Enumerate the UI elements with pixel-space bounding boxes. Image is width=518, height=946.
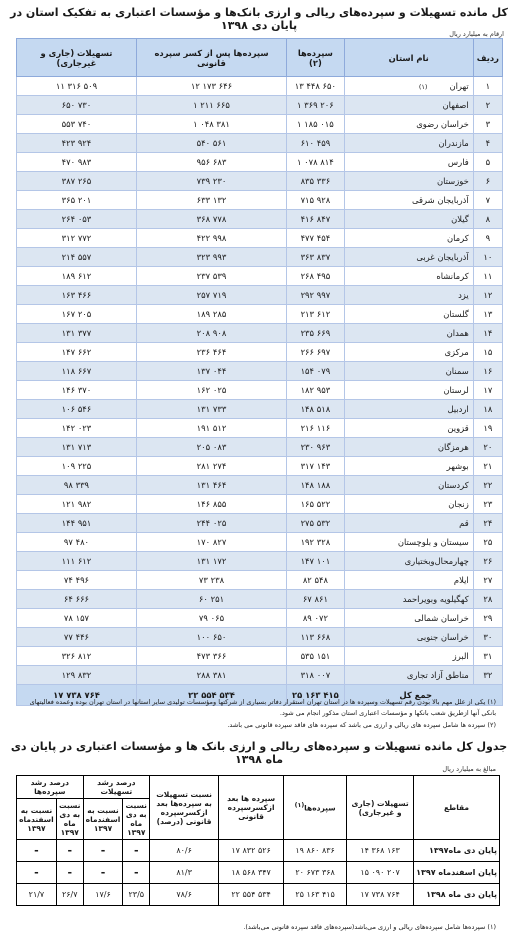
deposits-cell: ۵۳۵ ۱۵۱ — [287, 647, 345, 666]
province-table-header — [17, 39, 503, 77]
period-cell: پایان دی ماه ۱۳۹۸ — [414, 884, 500, 906]
table-row — [17, 419, 503, 438]
province-name — [344, 571, 473, 590]
net-deposits-cell: ۳۲۳ ۹۹۳ — [136, 248, 286, 267]
province-name — [344, 533, 473, 552]
table-row — [17, 134, 503, 153]
deposits-cell: ۳۱۷ ۱۴۳ — [287, 457, 345, 476]
header-net-deposits: سپرده‌ها پس از کسر سپرده قانونی — [136, 39, 286, 77]
deposits-cell: ۱۴۸ ۵۱۸ — [287, 400, 345, 419]
deposits-cell: ۶۷ ۸۶۱ — [287, 590, 345, 609]
loans-cell: ۳۱۲ ۷۷۲ — [17, 229, 137, 248]
province-name — [344, 400, 473, 419]
table-row — [17, 476, 503, 495]
row-number: ۶ — [473, 172, 502, 191]
loans-cell: ۳۶۵ ۲۰۱ — [17, 191, 137, 210]
header-summary-loans: تسهیلات (جاری و غیرجاری) — [347, 776, 414, 840]
province-name-text: مازندران — [438, 138, 469, 148]
province-name — [344, 172, 473, 191]
net-deposits-cell: ۱۳۱ ۱۷۲ — [136, 552, 286, 571]
deposits-cell: ۳۱۸ ۰۰۷ — [287, 666, 345, 685]
loan-growth-dey-cell: - — [123, 840, 150, 862]
deposits-cell: ۱۸۲ ۹۵۳ — [287, 381, 345, 400]
province-name — [344, 153, 473, 172]
loan-growth-esfand-cell: - — [83, 840, 123, 862]
row-number: ۲۶ — [473, 552, 502, 571]
deposits-cell: ۴۱۶ ۸۴۷ — [287, 210, 345, 229]
province-name — [344, 476, 473, 495]
table-row — [17, 381, 503, 400]
net-deposits-cell: ۷۳۹ ۲۳۰ — [136, 172, 286, 191]
province-name-text: اصفهان — [442, 100, 469, 110]
table-row — [17, 647, 503, 666]
net-deposits-cell: ۱ ۲۱۱ ۶۶۵ — [136, 96, 286, 115]
net-deposits-cell: ۱۷۰ ۸۲۷ — [136, 533, 286, 552]
deposits-cell: ۲۳۰ ۹۶۳ — [287, 438, 345, 457]
loans-cell: ۱۸۹ ۶۱۲ — [17, 267, 137, 286]
total-label: جمع کل — [344, 685, 502, 706]
deposits-cell: ۱۳ ۴۴۸ ۶۵۰ — [287, 77, 345, 96]
loan-growth-dey-cell: - — [123, 862, 150, 884]
deposits-cell: ۱ ۳۶۹ ۲۰۶ — [287, 96, 345, 115]
row-number: ۲۱ — [473, 457, 502, 476]
loans-cell: ۷۸ ۱۵۷ — [17, 609, 137, 628]
net-deposits-cell: ۱۳۱ ۴۶۴ — [136, 476, 286, 495]
row-number: ۲۳ — [473, 495, 502, 514]
province-name-text: ایلام — [453, 575, 469, 585]
table-row — [17, 609, 503, 628]
province-name — [344, 590, 473, 609]
province-name-text: گیلان — [451, 214, 469, 224]
table-row — [17, 628, 503, 647]
summary-deposits-cell: ۱۹ ۸۶۰ ۸۳۶ — [284, 840, 347, 862]
province-name — [344, 77, 473, 96]
row-number: ۲۴ — [473, 514, 502, 533]
province-name-text: لرستان — [443, 385, 469, 395]
table-row — [17, 77, 503, 96]
province-name — [344, 628, 473, 647]
summary-table-body — [17, 840, 500, 906]
loans-cell: ۱۴۴ ۹۵۱ — [17, 514, 137, 533]
deposits-cell: ۲۱۳ ۶۱۲ — [287, 305, 345, 324]
province-name-text: کهگیلویه وبویراحمد — [402, 594, 469, 604]
province-table-body — [17, 77, 503, 706]
summary-loans-cell: ۱۷ ۷۳۸ ۷۶۴ — [347, 884, 414, 906]
summary-net-deposits-cell: ۲۲ ۵۵۴ ۵۳۴ — [219, 884, 284, 906]
table-row — [17, 324, 503, 343]
total-loans: ۱۷ ۷۳۸ ۷۶۴ — [17, 685, 137, 706]
net-deposits-cell: ۲۸۸ ۳۸۱ — [136, 666, 286, 685]
loan-growth-dey-cell: ۲۳/۵ — [123, 884, 150, 906]
summary-deposits-cell: ۲۰ ۶۷۳ ۳۶۸ — [284, 862, 347, 884]
row-number: ۱۸ — [473, 400, 502, 419]
page-title: کل مانده تسهیلات و سپرده‌های ریالی و ارزی بانک‌ها و مؤسسات اعتباری به تفکیک استان در پایان دی ۱۳۹۸ — [10, 6, 508, 32]
net-deposits-cell: ۱۸۹ ۲۸۵ — [136, 305, 286, 324]
deposits-cell: ۱۴۷ ۱۰۱ — [287, 552, 345, 571]
table-row — [17, 514, 503, 533]
province-name-text: کرمانشاه — [436, 271, 469, 281]
row-number: ۳ — [473, 115, 502, 134]
province-name-text: مناطق آزاد تجاری — [406, 670, 469, 680]
province-name — [344, 609, 473, 628]
row-number: ۲۷ — [473, 571, 502, 590]
deposits-cell: ۸۹ ۰۷۲ — [287, 609, 345, 628]
table-row — [17, 248, 503, 267]
net-deposits-cell: ۵۴۰ ۵۶۱ — [136, 134, 286, 153]
loans-cell: ۱۴۲ ۰۲۳ — [17, 419, 137, 438]
loans-cell: ۱۳۱ ۷۱۳ — [17, 438, 137, 457]
deposits-cell: ۲۶۶ ۶۹۷ — [287, 343, 345, 362]
summary-row — [17, 862, 500, 884]
loans-cell: ۴۷۰ ۹۸۳ — [17, 153, 137, 172]
province-name — [344, 134, 473, 153]
row-number: ۳۱ — [473, 647, 502, 666]
deposits-cell: ۱۹۲ ۳۲۸ — [287, 533, 345, 552]
row-number: ۷ — [473, 191, 502, 210]
ratio-cell: ۸۰/۶ — [150, 840, 219, 862]
summary-net-deposits-cell: ۱۸ ۵۶۸ ۳۴۷ — [219, 862, 284, 884]
row-number: ۸ — [473, 210, 502, 229]
net-deposits-cell: ۲۴۴ ۰۲۵ — [136, 514, 286, 533]
province-name-text: مرکزی — [444, 347, 469, 357]
table-row — [17, 286, 503, 305]
table-row — [17, 343, 503, 362]
province-name-text: هرمزگان — [437, 442, 469, 452]
summary-loans-cell: ۱۵ ۰۹۰ ۲۰۷ — [347, 862, 414, 884]
province-name-text: گلستان — [443, 309, 469, 319]
province-name — [344, 552, 473, 571]
deposits-cell: ۳۶۳ ۸۳۷ — [287, 248, 345, 267]
loan-growth-esfand-cell: ۱۷/۶ — [83, 884, 123, 906]
loans-cell: ۳۲۶ ۸۱۲ — [17, 647, 137, 666]
net-deposits-cell: ۱۹۱ ۵۱۲ — [136, 419, 286, 438]
province-name-text: آذربایجان غربی — [416, 252, 469, 262]
row-number: ۲۸ — [473, 590, 502, 609]
deposit-growth-dey-cell: - — [56, 862, 83, 884]
net-deposits-cell: ۲۳۶ ۴۶۴ — [136, 343, 286, 362]
table-row — [17, 153, 503, 172]
deposits-cell: ۲۳۵ ۶۶۹ — [287, 324, 345, 343]
province-table — [16, 38, 503, 706]
row-number: ۵ — [473, 153, 502, 172]
table-row — [17, 438, 503, 457]
deposits-cell: ۱۴۸ ۱۸۸ — [287, 476, 345, 495]
deposits-cell: ۲۷۵ ۵۳۲ — [287, 514, 345, 533]
footnote-2: (۲) سپرده ها شامل سپرده های ریالی و ارزی می باشد که سپرده های فاقد سپرده قانونی می باشد. — [227, 721, 496, 729]
loans-cell: ۶۴ ۶۶۶ — [17, 590, 137, 609]
net-deposits-cell: ۲۰۵ ۰۸۳ — [136, 438, 286, 457]
province-name-text: چهارمحال‌وبختیاری — [404, 556, 469, 566]
loans-cell: ۲۱۴ ۵۵۷ — [17, 248, 137, 267]
row-number: ۳۲ — [473, 666, 502, 685]
row-number: ۲۰ — [473, 438, 502, 457]
net-deposits-cell: ۶۳۳ ۱۳۲ — [136, 191, 286, 210]
summary-net-deposits-cell: ۱۷ ۸۳۲ ۵۲۶ — [219, 840, 284, 862]
net-deposits-cell: ۶۰ ۲۵۱ — [136, 590, 286, 609]
deposits-cell: ۲۱۶ ۱۱۶ — [287, 419, 345, 438]
province-name-text: بوشهر — [446, 461, 469, 471]
loans-cell: ۷۴ ۴۹۶ — [17, 571, 137, 590]
province-name — [344, 647, 473, 666]
deposits-cell: ۴۷۷ ۴۵۴ — [287, 229, 345, 248]
table-row — [17, 533, 503, 552]
table-row — [17, 457, 503, 476]
deposit-growth-esfand-cell: - — [17, 862, 57, 884]
loans-cell: ۱۰۶ ۵۴۶ — [17, 400, 137, 419]
province-name — [344, 666, 473, 685]
table-row — [17, 362, 503, 381]
row-number: ۲۲ — [473, 476, 502, 495]
row-number: ۱۹ — [473, 419, 502, 438]
deposits-cell: ۱۵۴ ۰۷۹ — [287, 362, 345, 381]
net-deposits-cell: ۹۵۶ ۶۸۳ — [136, 153, 286, 172]
province-name — [344, 362, 473, 381]
loan-growth-esfand-cell: - — [83, 862, 123, 884]
summary-deposits-cell: ۲۵ ۱۶۳ ۴۱۵ — [284, 884, 347, 906]
province-name-text: خراسان شمالی — [414, 613, 469, 623]
table-row — [17, 571, 503, 590]
row-number: ۴ — [473, 134, 502, 153]
net-deposits-cell: ۷۹ ۰۶۵ — [136, 609, 286, 628]
province-name-text: خراسان جنوبی — [416, 632, 469, 642]
province-name — [344, 514, 473, 533]
table-row — [17, 666, 503, 685]
loans-cell: ۱۶۳ ۴۶۶ — [17, 286, 137, 305]
loans-cell: ۱۶۷ ۲۰۵ — [17, 305, 137, 324]
province-name — [344, 305, 473, 324]
row-number: ۱۱ — [473, 267, 502, 286]
province-name-text: زنجان — [448, 499, 469, 509]
net-deposits-cell: ۴۷۳ ۳۶۶ — [136, 647, 286, 666]
deposit-growth-dey-cell: - — [56, 840, 83, 862]
row-number: ۲۹ — [473, 609, 502, 628]
net-deposits-cell: ۲۰۸ ۹۰۸ — [136, 324, 286, 343]
deposits-cell: ۲۶۸ ۴۹۵ — [287, 267, 345, 286]
table-row — [17, 267, 503, 286]
net-deposits-cell: ۱۶۲ ۰۲۵ — [136, 381, 286, 400]
deposits-cell: ۶۱۰ ۴۵۹ — [287, 134, 345, 153]
footnote-1: (۱) یکی از علل مهم بالا بودن رقم تسهیلات وسپرده ها در استان تهران استقرار دفاتر بسیاری از شرکتها ومؤسسات تولیدی سایر استانها در استان تهران بوده وعمده فعالیتهای بانکی آنها ازطریق شعب بانکها و مؤسسات اعتباری استان مذکور انجام می شود. — [29, 698, 496, 717]
province-name — [344, 438, 473, 457]
loans-cell: ۱۱۸ ۶۶۷ — [17, 362, 137, 381]
total-net-deposits: ۲۲ ۵۵۴ ۵۳۴ — [136, 685, 286, 706]
province-name — [344, 115, 473, 134]
loans-cell: ۱۰۹ ۲۲۵ — [17, 457, 137, 476]
row-number: ۱ — [473, 77, 502, 96]
deposits-cell: ۷۱۵ ۹۲۸ — [287, 191, 345, 210]
deposits-cell: ۸۳۵ ۳۳۶ — [287, 172, 345, 191]
period-cell: پایان اسفندماه ۱۳۹۷ — [414, 862, 500, 884]
province-name — [344, 96, 473, 115]
province-name-text: قزوین — [447, 423, 469, 433]
province-name-text: فارس — [447, 157, 469, 167]
summary-table — [16, 775, 500, 906]
table-row — [17, 210, 503, 229]
province-name-text: کرمان — [446, 233, 469, 243]
province-name-text: کردستان — [438, 480, 469, 490]
deposits-cell: ۱ ۰۷۸ ۸۱۴ — [287, 153, 345, 172]
province-name-text: آذربایجان شرقی — [412, 195, 469, 205]
loans-cell: ۶۵۰ ۷۳۰ — [17, 96, 137, 115]
header-loan-growth-vs-esfand: نسبت به اسفندماه ۱۳۹۷ — [83, 799, 123, 840]
net-deposits-cell: ۱۳۷ ۰۴۴ — [136, 362, 286, 381]
province-name-text: سیستان و بلوچستان — [397, 537, 469, 547]
ratio-cell: ۸۱/۳ — [150, 862, 219, 884]
row-number: ۹ — [473, 229, 502, 248]
province-name-text: اردبیل — [447, 404, 469, 414]
province-name — [344, 210, 473, 229]
province-name — [344, 381, 473, 400]
deposit-growth-esfand-cell: ۲۱/۷ — [17, 884, 57, 906]
header-deposit-growth: درصد رشد سپرده‌ها — [17, 776, 84, 799]
table-row — [17, 552, 503, 571]
header-row-number: ردیف — [473, 39, 502, 77]
row-number: ۱۶ — [473, 362, 502, 381]
row-number: ۱۴ — [473, 324, 502, 343]
province-name-text: البرز — [452, 651, 469, 661]
loans-cell: ۲۶۴ ۰۵۳ — [17, 210, 137, 229]
deposit-growth-dey-cell: ۲۶/۷ — [56, 884, 83, 906]
net-deposits-cell: ۱۴۶ ۸۵۵ — [136, 495, 286, 514]
province-name-text: خراسان رضوی — [416, 119, 469, 129]
loans-cell: ۱۱۱ ۶۱۲ — [17, 552, 137, 571]
net-deposits-cell: ۱۳۱ ۷۳۳ — [136, 400, 286, 419]
table-row — [17, 191, 503, 210]
province-name — [344, 495, 473, 514]
footnote-summary: (۱) سپرده‌ها شامل سپرده‌های ریالی و ارزی می‌باشد(سپرده‌های فاقد سپرده قانونی می‌باشد). — [243, 923, 496, 931]
row-number: ۱۰ — [473, 248, 502, 267]
net-deposits-cell: ۲۳۷ ۵۳۹ — [136, 267, 286, 286]
header-province-name: نام استان — [344, 39, 473, 77]
table-row — [17, 305, 503, 324]
header-summary-net-deposits: سپرده ها بعد ازکسرسپرده قانونی — [219, 776, 284, 840]
province-name-text: سمنان — [445, 366, 469, 376]
row-number: ۱۲ — [473, 286, 502, 305]
ratio-cell: ۷۸/۶ — [150, 884, 219, 906]
net-deposits-cell: ۲۸۱ ۲۷۴ — [136, 457, 286, 476]
net-deposits-cell: ۱۰۰ ۶۵۰ — [136, 628, 286, 647]
province-name — [344, 286, 473, 305]
header-loan-growth-vs-dey: نسبت به دی ماه ۱۳۹۷ — [123, 799, 150, 840]
table-row — [17, 172, 503, 191]
row-number: ۱۵ — [473, 343, 502, 362]
province-name-text: خوزستان — [436, 176, 469, 186]
total-deposits: ۲۵ ۱۶۳ ۴۱۵ — [287, 685, 345, 706]
deposits-cell: ۱۶۵ ۵۲۲ — [287, 495, 345, 514]
summary-unit-label: مبالغ به میلیارد ریال — [442, 765, 496, 773]
header-deposit-growth-vs-dey: نسبت به دی ماه ۱۳۹۷ — [56, 799, 83, 840]
header-deposits: سپرده‌ها (۲) — [287, 39, 345, 77]
row-number: ۲ — [473, 96, 502, 115]
province-name — [344, 229, 473, 248]
table-row — [17, 590, 503, 609]
deposits-cell: ۱ ۱۸۵ ۰۱۵ — [287, 115, 345, 134]
loans-cell: ۱۳۱ ۳۷۷ — [17, 324, 137, 343]
deposits-cell: ۸۲ ۵۴۸ — [287, 571, 345, 590]
loans-cell: ۹۷ ۴۸۰ — [17, 533, 137, 552]
province-name — [344, 191, 473, 210]
province-name-text: همدان — [446, 328, 469, 338]
row-number: ۲۵ — [473, 533, 502, 552]
loans-cell: ۱۴۷ ۶۶۲ — [17, 343, 137, 362]
loans-cell: ۱۲۱ ۹۸۲ — [17, 495, 137, 514]
summary-row — [17, 840, 500, 862]
unit-label: ارقام به میلیارد ریال — [449, 30, 504, 38]
summary-loans-cell: ۱۴ ۳۶۸ ۱۶۳ — [347, 840, 414, 862]
loans-cell: ۹۸ ۳۳۹ — [17, 476, 137, 495]
loans-cell: ۳۸۷ ۲۶۵ — [17, 172, 137, 191]
table-row — [17, 400, 503, 419]
summary-title: جدول کل مانده تسهیلات و سپرده‌های ریالی و ارزی بانک ها و مؤسسات اعتباری در پایان دی ماه ۱۳۹۸ — [10, 740, 508, 766]
net-deposits-cell: ۲۵۷ ۷۱۹ — [136, 286, 286, 305]
period-cell: پایان دی ماه۱۳۹۷ — [414, 840, 500, 862]
net-deposits-cell: ۳۶۸ ۷۷۸ — [136, 210, 286, 229]
loans-cell: ۱۲۹ ۸۳۲ — [17, 666, 137, 685]
row-number: ۱۳ — [473, 305, 502, 324]
summary-row — [17, 884, 500, 906]
table-row — [17, 495, 503, 514]
net-deposits-cell: ۱۲ ۱۷۳ ۶۴۶ — [136, 77, 286, 96]
loans-cell: ۴۲۳ ۹۲۴ — [17, 134, 137, 153]
province-name — [344, 343, 473, 362]
province-name-text: تهران — [449, 81, 469, 91]
province-name — [344, 267, 473, 286]
loans-cell: ۱۱ ۳۱۶ ۵۰۹ — [17, 77, 137, 96]
province-name — [344, 248, 473, 267]
table-row — [17, 229, 503, 248]
deposits-cell: ۲۹۲ ۹۹۷ — [287, 286, 345, 305]
province-name-text: یزد — [458, 290, 469, 300]
header-deposit-growth-vs-esfand: نسبت به اسفندماه ۱۳۹۷ — [17, 799, 57, 840]
header-loans: تسهیلات (جاری و غیرجاری) — [17, 39, 137, 77]
header-ratio: نسبت تسهیلات به سپرده‌ها بعد ازکسرسپرده قانونی (درصد) — [150, 776, 219, 840]
deposit-growth-esfand-cell: - — [17, 840, 57, 862]
loans-cell: ۱۴۶ ۳۷۰ — [17, 381, 137, 400]
footnote-marker: (۱) — [418, 83, 428, 91]
table-row — [17, 115, 503, 134]
net-deposits-cell: ۴۲۲ ۹۹۸ — [136, 229, 286, 248]
row-number: ۳۰ — [473, 628, 502, 647]
province-name — [344, 457, 473, 476]
header-loan-growth: درصد رشد تسهیلات — [83, 776, 150, 799]
net-deposits-cell: ۱ ۰۴۸ ۳۸۱ — [136, 115, 286, 134]
province-name — [344, 419, 473, 438]
loans-cell: ۵۵۳ ۷۴۰ — [17, 115, 137, 134]
province-name-text: قم — [459, 518, 469, 528]
province-name — [344, 324, 473, 343]
deposits-cell: ۱۱۳ ۶۶۸ — [287, 628, 345, 647]
net-deposits-cell: ۷۳ ۲۳۸ — [136, 571, 286, 590]
header-period: مقاطع — [414, 776, 500, 840]
row-number: ۱۷ — [473, 381, 502, 400]
header-summary-deposits: سپرده‌ها$^{(۱)}$ — [284, 776, 347, 840]
loans-cell: ۷۷ ۴۴۶ — [17, 628, 137, 647]
table-row — [17, 96, 503, 115]
